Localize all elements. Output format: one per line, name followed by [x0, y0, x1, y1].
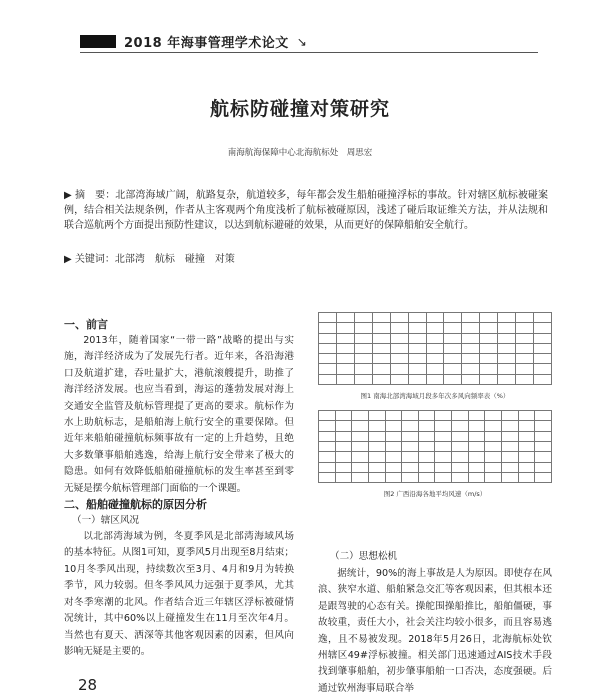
abstract-label: ▶ 摘 要： [64, 190, 116, 201]
table-cell [534, 333, 552, 343]
table-cell [502, 421, 519, 431]
page-number: 28 [78, 676, 98, 694]
table-cell [534, 323, 552, 333]
table-cell [435, 441, 452, 451]
table-cell [452, 411, 469, 421]
table-cell [535, 452, 552, 462]
table-cell [485, 411, 502, 421]
table-cell [480, 364, 498, 374]
table-cell [485, 462, 502, 472]
header-rule [80, 52, 538, 53]
table-cell [426, 313, 444, 323]
table-cell [534, 354, 552, 364]
table-cell [385, 411, 402, 421]
table-cell [518, 421, 535, 431]
table-cell [516, 323, 534, 333]
table-cell [368, 472, 385, 482]
table-cell [485, 441, 502, 451]
table-cell [335, 452, 352, 462]
table-cell [518, 472, 535, 482]
table-cell [502, 462, 519, 472]
table-cell [518, 441, 535, 451]
table-cell [354, 364, 372, 374]
table-cell [534, 374, 552, 384]
table-cell [319, 323, 337, 333]
table-row [319, 313, 552, 323]
table-cell [485, 421, 502, 431]
table-cell [368, 411, 385, 421]
table-row [319, 431, 552, 441]
author-line: 南海航海保障中心北海航标处 周思宏 [227, 148, 373, 158]
table-cell [435, 452, 452, 462]
table-cell [319, 462, 336, 472]
table-cell [462, 313, 480, 323]
table-cell [518, 452, 535, 462]
table-row [319, 452, 552, 462]
table-cell [335, 411, 352, 421]
figure-1-table [318, 312, 552, 385]
table-cell [468, 462, 485, 472]
table-row [319, 421, 552, 431]
table-cell [480, 354, 498, 364]
table-cell [408, 343, 426, 353]
table-cell [535, 411, 552, 421]
table-row [319, 323, 552, 333]
figure-2-caption: 图2 广西沿海各地平均风速（m/s） [383, 490, 487, 499]
table-cell [335, 462, 352, 472]
table-cell [385, 421, 402, 431]
table-cell [516, 374, 534, 384]
paper-title: 航标防碰撞对策研究 [209, 98, 390, 120]
table-row [319, 333, 552, 343]
table-cell [426, 364, 444, 374]
table-cell [336, 354, 354, 364]
table-cell [385, 441, 402, 451]
table-cell [435, 421, 452, 431]
figure-1-caption: 图1 南海北部湾海域月段多年次多风向频率表（%） [360, 392, 510, 401]
table-cell [426, 333, 444, 343]
table-cell [516, 343, 534, 353]
table-cell [352, 462, 369, 472]
table-row [319, 441, 552, 451]
table-cell [535, 431, 552, 441]
table-cell [372, 313, 390, 323]
table-cell [418, 472, 435, 482]
table-cell [498, 364, 516, 374]
table-cell [426, 343, 444, 353]
table-cell [372, 354, 390, 364]
table-cell [498, 313, 516, 323]
table-cell [368, 421, 385, 431]
table-cell [319, 374, 337, 384]
table-cell [408, 374, 426, 384]
table-cell [319, 452, 336, 462]
table-row [319, 472, 552, 482]
table-cell [368, 452, 385, 462]
table-cell [498, 374, 516, 384]
table-cell [452, 421, 469, 431]
arrow-icon: ↘ [296, 34, 307, 49]
table-cell [402, 441, 419, 451]
table-cell [319, 313, 337, 323]
table-cell [354, 374, 372, 384]
table-cell [435, 472, 452, 482]
table-cell [518, 431, 535, 441]
table-cell [452, 472, 469, 482]
table-cell [485, 431, 502, 441]
table-cell [390, 333, 408, 343]
table-cell [390, 343, 408, 353]
table-cell [468, 441, 485, 451]
table-cell [319, 343, 337, 353]
table-cell [390, 354, 408, 364]
table-cell [468, 452, 485, 462]
table-cell [385, 431, 402, 441]
table-cell [319, 354, 337, 364]
table-cell [336, 364, 354, 374]
table-cell [372, 374, 390, 384]
table-cell [435, 462, 452, 472]
table-cell [336, 343, 354, 353]
table-cell [408, 313, 426, 323]
table-cell [534, 313, 552, 323]
table-cell [354, 343, 372, 353]
table-cell [390, 313, 408, 323]
table-cell [418, 441, 435, 451]
table-cell [485, 452, 502, 462]
table-cell [480, 333, 498, 343]
table-cell [354, 333, 372, 343]
table-cell [502, 411, 519, 421]
subsection-heading-wind: （一）辖区风况 [72, 515, 140, 527]
table-cell [452, 441, 469, 451]
left-column [64, 317, 294, 660]
table-cell [418, 421, 435, 431]
table-cell [319, 333, 337, 343]
table-row [319, 374, 552, 384]
table-cell [444, 333, 462, 343]
table-row [319, 354, 552, 364]
table-cell [435, 411, 452, 421]
table-cell [518, 411, 535, 421]
table-cell [372, 364, 390, 374]
table-cell [452, 431, 469, 441]
table-cell [319, 441, 336, 451]
table-cell [319, 421, 336, 431]
right-column [318, 312, 552, 504]
table-row [319, 462, 552, 472]
table-cell [372, 343, 390, 353]
table-cell [502, 472, 519, 482]
table-cell [518, 462, 535, 472]
header-text: 2018 年海事管理学术论文 [124, 36, 289, 51]
table-cell [352, 472, 369, 482]
table-cell [408, 354, 426, 364]
table-cell [372, 333, 390, 343]
table-cell [385, 472, 402, 482]
table-cell [502, 452, 519, 462]
table-cell [535, 472, 552, 482]
table-cell [336, 374, 354, 384]
table-cell [335, 472, 352, 482]
section-heading-intro: 一、前言 [64, 318, 108, 331]
table-cell [480, 374, 498, 384]
table-cell [418, 452, 435, 462]
table-cell [462, 323, 480, 333]
table-cell [480, 323, 498, 333]
table-cell [354, 313, 372, 323]
table-row [319, 364, 552, 374]
table-cell [502, 431, 519, 441]
table-cell [444, 354, 462, 364]
table-cell [468, 472, 485, 482]
table-cell [372, 323, 390, 333]
table-cell [336, 333, 354, 343]
table-cell [402, 472, 419, 482]
table-cell [402, 411, 419, 421]
table-cell [462, 343, 480, 353]
abstract [64, 188, 548, 233]
table-cell [502, 441, 519, 451]
table-cell [402, 452, 419, 462]
table-cell [480, 343, 498, 353]
table-cell [426, 354, 444, 364]
table-cell [444, 343, 462, 353]
table-cell [390, 374, 408, 384]
table-cell [418, 462, 435, 472]
keywords: ▶ 关键词：北部湾 航标 碰撞 对策 [64, 254, 235, 265]
table-cell [335, 421, 352, 431]
paragraph-mindset: 据统计，90%的海上事故是人为原因。即使存在风浪、狭窄水道、船舶紧急交汇等客观因素，但其根本还是跟驾驶的心态有关。操舵围操船推比，船舶僵硬，事故较重，责任大小，社会关注均较小很多，而且容易逃逸，且不易被发现。2018年5月26日，北海航标处钦州辖区49#浮标被撞。相关部门迅速通过AIS技术手段找到肇事船舶，初步肇事船舶一口否决，态度强硬。后通过钦州海事局联合举 [318, 568, 552, 694]
table-cell [368, 462, 385, 472]
table-row [319, 343, 552, 353]
table-cell [468, 411, 485, 421]
table-cell [426, 374, 444, 384]
table-cell [534, 364, 552, 374]
table-cell [534, 343, 552, 353]
table-cell [336, 313, 354, 323]
table-cell [498, 323, 516, 333]
table-cell [462, 333, 480, 343]
table-cell [452, 452, 469, 462]
table-cell [402, 431, 419, 441]
section-heading-causes: 二、船舶碰撞航标的原因分析 [64, 498, 207, 512]
table-cell [352, 452, 369, 462]
figure-2-table [318, 410, 552, 483]
table-cell [408, 323, 426, 333]
table-cell [352, 441, 369, 451]
table-cell [516, 313, 534, 323]
abstract-text: 北部湾海域广阔，航路复杂，航道较多，每年都会发生船舶碰撞浮标的事故。针对辖区航标被碰案例，结合相关法规条例，作者从主客观两个角度浅析了航标被碰原因，浅述了碰后取证维关方法，并从法规和联合巡航两个方面提出预防性建议，以达到航标避碰的效果，从而更好的保障船舶安全航行。 [64, 190, 548, 231]
table-cell [402, 462, 419, 472]
table-cell [444, 313, 462, 323]
table-cell [335, 431, 352, 441]
table-cell [462, 374, 480, 384]
table-cell [444, 374, 462, 384]
table-cell [535, 421, 552, 431]
table-cell [516, 364, 534, 374]
table-cell [385, 462, 402, 472]
table-cell [468, 431, 485, 441]
table-cell [352, 421, 369, 431]
header-bar [80, 35, 116, 48]
table-cell [444, 364, 462, 374]
table-cell [480, 313, 498, 323]
table-cell [352, 411, 369, 421]
running-header [80, 32, 307, 51]
table-cell [462, 354, 480, 364]
table-cell [535, 441, 552, 451]
table-cell [418, 431, 435, 441]
table-cell [462, 364, 480, 374]
table-cell [319, 431, 336, 441]
table-cell [408, 364, 426, 374]
table-cell [319, 472, 336, 482]
table-cell [368, 441, 385, 451]
table-cell [485, 472, 502, 482]
table-cell [390, 323, 408, 333]
table-cell [336, 323, 354, 333]
table-cell [368, 431, 385, 441]
table-cell [435, 431, 452, 441]
table-cell [498, 354, 516, 364]
table-cell [354, 354, 372, 364]
table-cell [468, 421, 485, 431]
table-cell [418, 411, 435, 421]
table-cell [385, 452, 402, 462]
table-cell [402, 421, 419, 431]
table-cell [452, 462, 469, 472]
table-cell [516, 333, 534, 343]
table-cell [335, 441, 352, 451]
table-cell [426, 323, 444, 333]
table-cell [319, 411, 336, 421]
table-cell [444, 323, 462, 333]
paragraph-intro: 2013年，随着国家“一带一路”战略的提出与实施，海洋经济成为了发展先行者。近年来，各沿海港口及航道扩建，吞吐量扩大，港航滚艘提升，助推了海洋经济发展。也应当看到，海运的蓬勃发展对海上交通安全监管及航标管理提了更高的要求。航标作为水上助航标志，是船舶海上航行安全的重要保障。但近年来船舶碰撞航标频事故有一定的上升趋势，且绝大多数肇事船舶逃逸，给海上航行安全带来了极大的隐患。如何有效降低船舶碰撞航标的发生率甚至到零无疑是摆今航标管理部门面临的一个课题。 [64, 335, 294, 494]
paragraph-wind: 以北部湾海域为例，冬夏季风是北部湾海域风场的基本特征。从图1可知，夏季风5月出现至8月结束；10月冬季风出现，持续数次至3月、4月和9月为转换季节，风力较弱。但冬季风风力远强于夏季风，尤其对冬季寒潮的北风。作者结合近三年辖区浮标被碰情况统计，其中60%以上碰撞发生在11月至次年4月。当然也有夏天、洒深等其他客观因素的因素，但风向影响无疑是主要的。 [64, 531, 294, 657]
subsection-heading-mindset: （二）思想松机 [330, 551, 398, 562]
table-cell [498, 343, 516, 353]
table-cell [390, 364, 408, 374]
table-cell [408, 333, 426, 343]
table-cell [535, 462, 552, 472]
table-row [319, 411, 552, 421]
table-cell [498, 333, 516, 343]
table-cell [354, 323, 372, 333]
table-cell [319, 364, 337, 374]
table-cell [352, 431, 369, 441]
table-cell [516, 354, 534, 364]
